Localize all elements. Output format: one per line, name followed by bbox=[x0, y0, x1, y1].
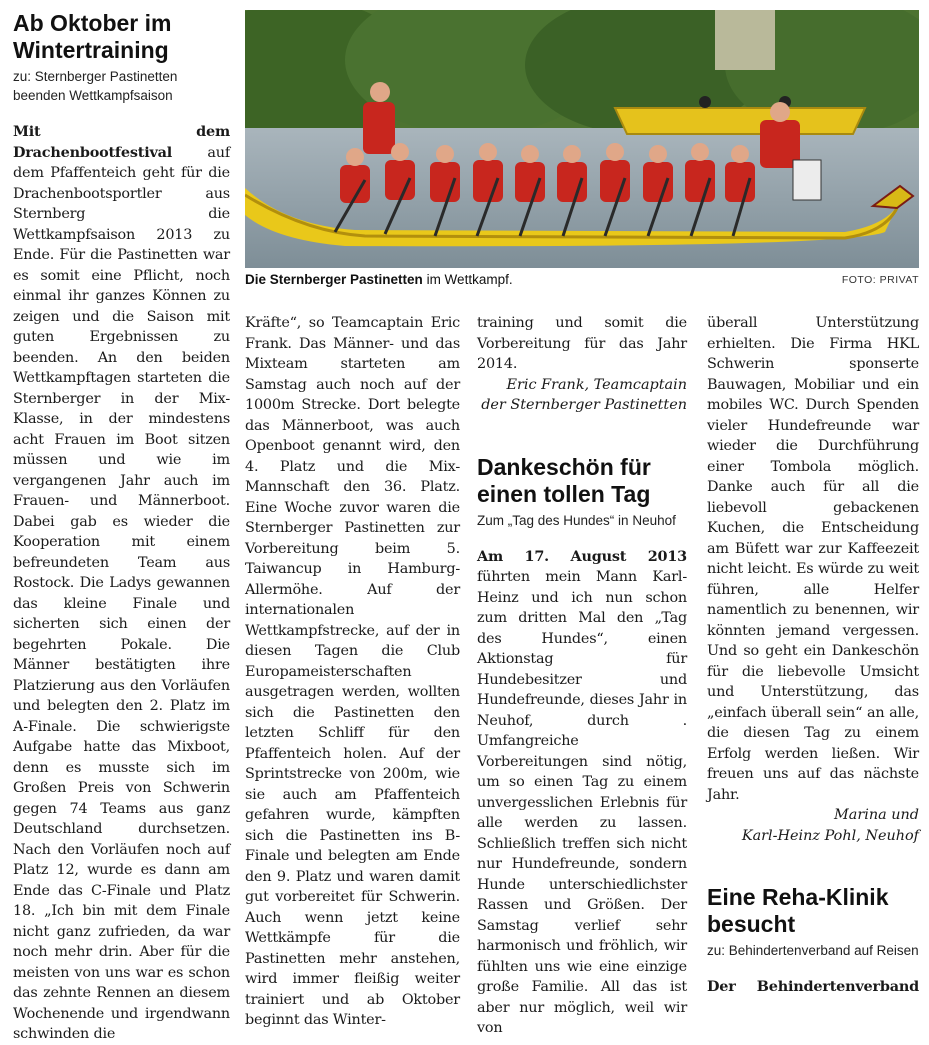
subline-dankeschoen: Zum „Tag des Hundes“ in Neuhof bbox=[477, 512, 676, 528]
text-dankeschoen-col3: führten mein Mann Karl-Heinz und ich nun schon zum dritten Mal den „Tag des Hundes“, einen Aktionstag für Hundebesitzer und Hundefreunde, dieses Jahr in Neuhof, durch . Umfangreiche Vorbereitungen sind nötig, um so einen Tag zu einem unvergesslichen Erlebnis für alle werden zu lassen. Schließlich treffen sich nicht nur Hundefreunde, sondern Hunde unterschiedlichster Rassen und Größen. Der Samstag verlief sehr harmonisch und fröhlich, wir fühlten uns wie eine einzige große Familie. All das ist aber nur möglich, weil wir von bbox=[477, 569, 687, 1036]
headline-reha: Eine Reha-Klinik besucht bbox=[707, 884, 889, 937]
article-dankeschoen-body-col3 bbox=[477, 547, 687, 1039]
dragon-boat-photo bbox=[245, 10, 919, 268]
article-oktober bbox=[13, 10, 230, 1045]
text-oktober-col1: auf dem Pfaffenteich geht für die Drachenbootsportler aus Sternberg die Wettkampfsaison 2013 zu Ende. Für die Pastinetten war es somit eine Pflicht, noch einmal ihr ganzes Können zu zeigen und die Saison mit guten Ergebnissen zu beenden. An den beiden Wettkampftagen starteten die Sternberger in der Mix-Klasse, in der mindestens acht Frauen im Boot sitzen müssen und wie im vergangenen Jahr auch im Frauen- und Männerboot. Dabei gab es wieder die Kooperation mit einem befreundeten Team aus Rostock. Die Ladys gewannen das kleine Finale und sicherten sich einen der begehrten Pokale. Die Männer bestätigten ihre Platzierung aus den Vorläufen und belegten den 2. Platz im A-Finale. Die schwierigste Aufgabe hatte das Mixboot, denn es musste sich im Großen Preis von Schwerin gegen 74 Teams aus ganz Deutschland durchsetzen. Nach den Vorläufen noch auf Platz 12, wurde es dann am Ende das C-Finale und Platz 18. „Ich bin mit dem Finale nicht ganz zufrieden, da war noch mehr drin. Aber für die meisten von uns war es schon das zehnte Rennen an diesem Wochenende und irgendwann schwinden die bbox=[13, 144, 230, 1042]
photo-caption bbox=[245, 272, 919, 287]
subline-oktober: zu: Sternberger Pastinetten beenden Wettkampfsaison bbox=[13, 69, 178, 103]
headline-oktober: Ab Oktober im Wintertraining bbox=[13, 10, 172, 63]
signature-dankeschoen-line2: Karl-Heinz Pohl, Neuhof bbox=[741, 827, 919, 844]
signature-oktober-line2: der Sternberger Pastinetten bbox=[481, 397, 687, 413]
text-dankeschoen-col4: überall Unterstützung erhielten. Die Firma HKL Schwerin sponserte Bauwagen, Mobiliar und ein mobiles WC. Durch Spenden vieler Hundefreunde war wieder die Durchführung einer Tombola möglich. Danke auch für all die liebevoll gebackenen Kuchen, die Entscheidung am Büfett war zur Kaffeezeit nicht leicht. Es würde zu weit führen, alle Helfer namentlich zu benennen, wir könnten jemand vergessen. Und so geht ein Dankeschön für die liebevolle Umsicht und Unterstützung, das „einfach überall sein“ an alle, die diesen Tag zu einem Erfolg werden ließen. Wir freuen uns auf das nächste Jahr. bbox=[707, 315, 919, 803]
column-4 bbox=[707, 313, 919, 998]
lead-bold-dankeschoen: Am 17. August 2013 bbox=[477, 547, 687, 565]
lead-bold-oktober: Mit dem Drachenbootfestival bbox=[13, 123, 230, 161]
text-oktober-col2: Kräfte“, so Teamcaptain Eric Frank. Das Männer- und das Mixteam starteten am Samstag auch noch auf der 1000m Strecke. Dort belegte das Männerboot, was auch Openboot genannt wird, den 4. Platz und die Mix-Mannschaft den 36. Platz. Eine Woche zuvor waren die Sternberger Pastinetten zur Vorbereitung beim 5. Taiwancup in Hamburg-Allermöhe. Auf der internationalen Wettkampfstrecke, auf der in diesen Tagen die Club Europameisterschaften ausgetragen werden, wollten sich die Pastinetten den letzten Schliff für den Pfaffenteich holen. Auf der Sprintstrecke von 200m, wie sie auch am Pfaffenteich gefahren wurde, kämpften sich die Pastinetten ins B-Finale und belegten am Ende den 9. Platz und waren damit gut vorbereitet für Schwerin. Auch wenn jetzt keine Wettkämpfe für die Pastinetten mehr anstehen, wird immer fleißig weiter trainiert und ab Oktober beginnt das Winter- bbox=[245, 315, 460, 1028]
text-oktober-col3: training und somit die Vorbereitung für das Jahr 2014. bbox=[477, 315, 687, 372]
article-oktober-col2 bbox=[245, 313, 460, 1031]
article-reha-body bbox=[707, 977, 919, 998]
photo-credit: FOTO: PRIVAT bbox=[841, 274, 919, 286]
article-oktober-body-col1 bbox=[13, 122, 230, 1045]
dragon-boat-image bbox=[245, 10, 919, 268]
signature-oktober-line1: Eric Frank, Teamcaptain bbox=[506, 376, 687, 393]
caption-bold: Die Sternberger Pastinetten bbox=[245, 272, 423, 287]
column-3 bbox=[477, 313, 687, 1039]
signature-dankeschoen-line1: Marina und bbox=[834, 807, 919, 823]
subline-reha: zu: Behindertenverband auf Reisen bbox=[707, 943, 919, 958]
lead-bold-reha: Der Behindertenverband bbox=[707, 978, 919, 995]
caption-rest: im Wettkampf. bbox=[422, 272, 513, 287]
headline-dankeschoen: Dankeschön für einen tollen Tag bbox=[477, 453, 651, 507]
